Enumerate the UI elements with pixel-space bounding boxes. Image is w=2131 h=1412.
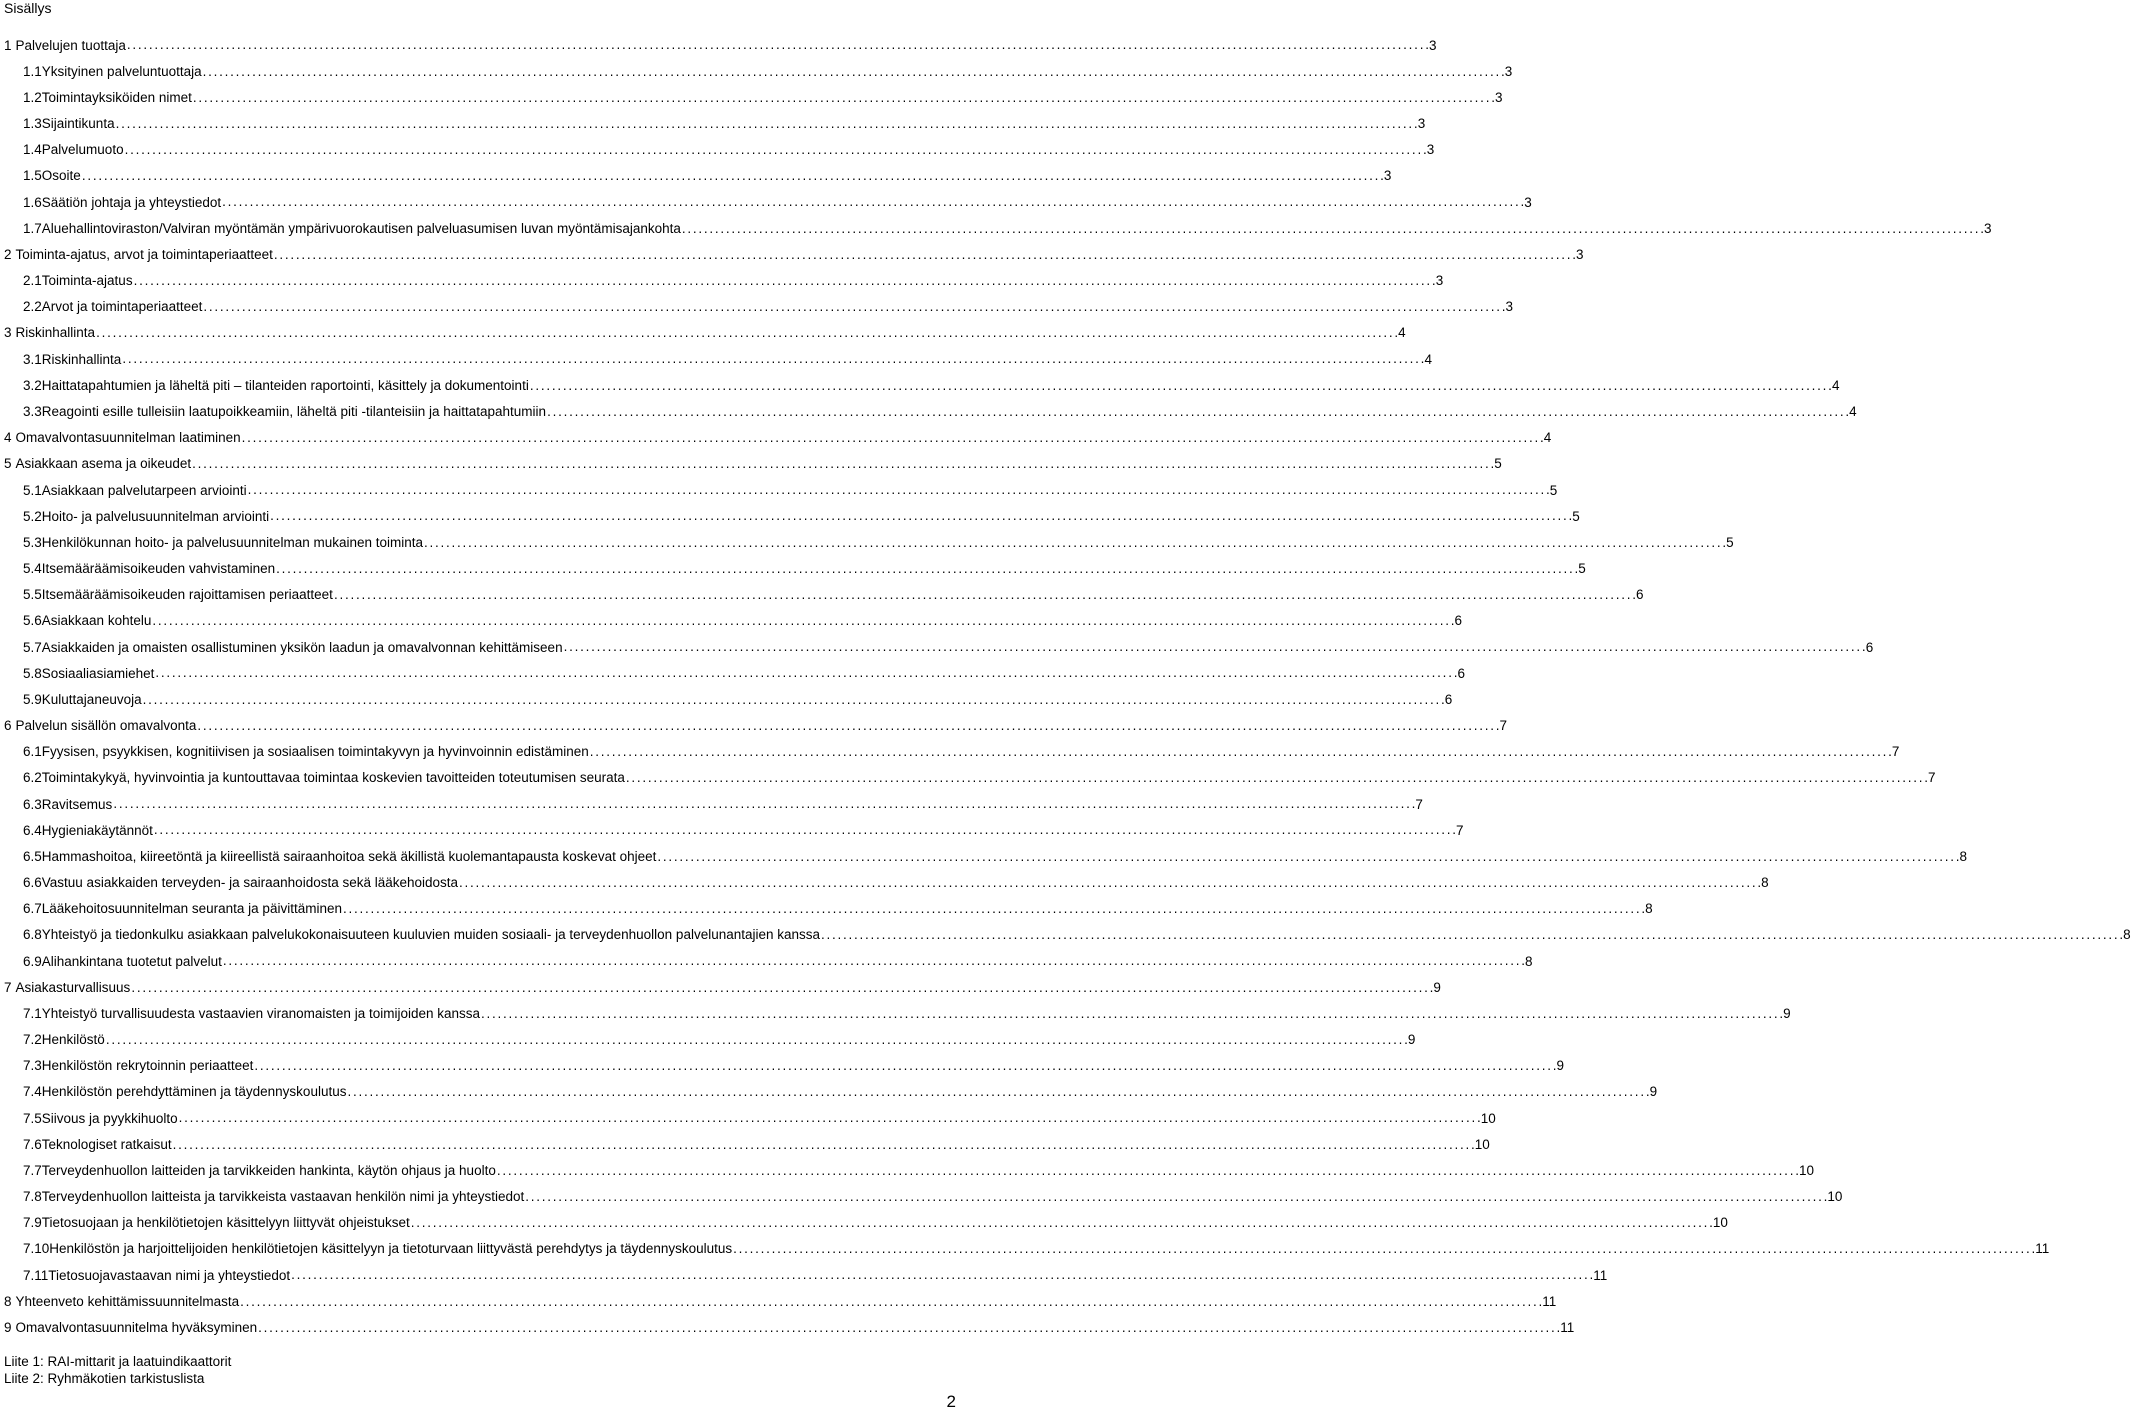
toc-entry-page: 6 [1636, 587, 1644, 603]
toc-entry-page: 5 [1549, 482, 1558, 498]
toc-entry-title: Hammashoitoa, kiireetöntä ja kiireellistä sairaanhoitoa sekä äkillistä kuolemantapausta koskevat ohjeet [41, 848, 657, 864]
toc-entry[interactable] [0, 1079, 1658, 1105]
toc-entry-title: Asiakasturvallisuus [15, 979, 131, 995]
toc-entry-title: Aluehallintoviraston/Valviran myöntämän ympärivuorokautisen palveluasumisen luvan myöntämisajankohta [41, 220, 681, 236]
toc-entry-number: 1.5 [23, 168, 42, 184]
toc-entry-number: 7.2 [23, 1032, 42, 1048]
toc-entry-page: 10 [1827, 1189, 1843, 1205]
toc-entry-number: 7.3 [23, 1058, 42, 1074]
toc-entry-number: 1.3 [23, 116, 42, 132]
toc-entry-number: 1.7 [23, 220, 42, 236]
toc-entry[interactable] [0, 1236, 2050, 1262]
toc-entry-number: 4 [4, 430, 12, 446]
toc-entry[interactable] [0, 294, 1513, 320]
toc-entry-title: Henkilöstön rekrytoinnin periaatteet [41, 1058, 254, 1074]
dot-leader [590, 744, 1891, 758]
toc-entry-number: 5.1 [23, 482, 42, 498]
toc-entry[interactable] [0, 1053, 1565, 1079]
toc-entry-title: Hygieniakäytännöt [41, 822, 153, 838]
toc-entry-page: 3 [1428, 37, 1437, 53]
toc-entry-number: 7.8 [23, 1189, 42, 1205]
dot-leader [155, 665, 1456, 679]
toc-entry[interactable] [0, 660, 1465, 686]
toc-entry-title: Toimintayksiköiden nimet [41, 89, 192, 105]
dot-leader [347, 1084, 1648, 1098]
toc-entry-page: 6 [1444, 691, 1453, 707]
dot-leader [113, 796, 1414, 810]
dot-leader [682, 221, 1983, 235]
toc-entry-title: Asiakkaan kohtelu [41, 613, 152, 629]
toc-entry-number: 5.4 [23, 561, 42, 577]
toc-entry-page: 3 [1426, 142, 1435, 158]
dot-leader [547, 404, 1848, 418]
toc-entry-page: 10 [1474, 1136, 1490, 1152]
toc-entry-title: Omavalvontasuunnitelma hyväksyminen [15, 1320, 258, 1335]
toc-entry-title: Teknologiset ratkaisut [41, 1136, 172, 1152]
toc-entry-page: 3 [1435, 273, 1444, 289]
dot-leader [525, 1189, 1826, 1203]
toc-entry-title: Toimintakykyä, hyvinvointia ja kuntouttavaa toimintaa koskevien tavoitteiden toteutumisen seurata [41, 770, 625, 786]
toc-entry[interactable] [0, 765, 1936, 791]
toc-entry-number: 6.7 [23, 901, 42, 917]
dot-leader [258, 1320, 1559, 1334]
toc-entry[interactable] [0, 398, 1857, 424]
toc-entry[interactable] [0, 1288, 1557, 1314]
dot-leader [127, 37, 1428, 51]
dot-leader [254, 1058, 1555, 1072]
dot-leader [106, 1032, 1407, 1046]
dot-leader [411, 1215, 1712, 1229]
toc-entry[interactable] [0, 241, 1584, 267]
toc-entry-title: Tietosuojavastaavan nimi ja yhteystiedot [48, 1267, 291, 1283]
toc-entry-page: 9 [1433, 979, 1441, 995]
toc-entry[interactable] [0, 1157, 1814, 1183]
dot-leader [134, 273, 1435, 287]
toc-entry[interactable] [0, 922, 2131, 948]
toc-entry[interactable] [0, 1184, 1843, 1210]
toc-entry-page: 9 [1783, 1005, 1791, 1021]
dot-leader [274, 247, 1575, 261]
toc-entry-title: Reagointi esille tulleisiin laatupoikkeamiin, läheltä piti -tilanteisiin ja haittatapahtumiin [41, 403, 547, 419]
toc-entry-title: Sosiaaliasiamiehet [41, 665, 155, 681]
dot-leader [179, 1110, 1480, 1124]
toc-entry-number: 7.9 [23, 1215, 42, 1231]
toc-entry-number: 1 [4, 37, 12, 53]
toc-entry-page: 3 [1504, 63, 1513, 79]
toc-entry-page: 4 [1543, 430, 1552, 446]
toc-entry-title: Vastuu asiakkaiden terveyden- ja sairaanhoidosta sekä lääkehoidosta [41, 875, 459, 891]
toc-entry[interactable] [0, 739, 1900, 765]
dot-leader [192, 456, 1493, 470]
toc-entry[interactable] [0, 1210, 1728, 1236]
dot-leader [203, 299, 1504, 313]
appendix-list [4, 1353, 231, 1387]
dot-leader [203, 64, 1504, 78]
toc-entry-title: Henkilökunnan hoito- ja palvelusuunnitelman mukainen toiminta [41, 534, 424, 550]
toc-entry-title: Kuluttajaneuvoja [41, 691, 142, 707]
dot-leader [223, 953, 1524, 967]
toc-entry-number: 3.2 [23, 377, 42, 393]
toc-entry[interactable] [0, 686, 1453, 712]
dot-leader [222, 194, 1523, 208]
toc-entry-title: Alihankintana tuotetut palvelut [41, 953, 222, 969]
toc-entry[interactable] [0, 634, 1874, 660]
dot-leader [116, 116, 1417, 130]
dot-leader [626, 770, 1927, 784]
toc-entry[interactable] [0, 974, 1441, 1000]
toc-entry-number: 6.9 [23, 953, 42, 969]
toc-entry-page: 11 [1542, 1293, 1557, 1309]
toc-entry-page: 5 [1726, 534, 1734, 550]
toc-entry[interactable] [0, 58, 1513, 84]
toc-entry-number: 7.10 [23, 1241, 50, 1257]
dot-leader [657, 849, 1958, 863]
toc-entry-title: Fyysisen, psyykkisen, kognitiivisen ja sosiaalisen toimintakyvyn ja hyvinvoinnin edistäminen [41, 744, 589, 760]
toc-entry-number: 6.5 [23, 848, 42, 864]
toc-entry-title: Arvot ja toimintaperiaatteet [41, 299, 203, 315]
toc-entry-number: 5.5 [23, 587, 42, 603]
table-of-contents [0, 32, 2131, 1341]
toc-entry[interactable] [0, 555, 1586, 581]
toc-entry-page: 9 [1649, 1084, 1658, 1100]
dot-leader [564, 639, 1865, 653]
toc-entry[interactable] [0, 320, 1406, 346]
dot-leader [154, 822, 1455, 836]
dot-leader [193, 90, 1494, 104]
toc-entry-title: Tietosuojaan ja henkilötietojen käsittelyyn liittyvät ohjeistukset [41, 1215, 410, 1231]
toc-entry[interactable] [0, 372, 1840, 398]
toc-entry[interactable] [0, 477, 1558, 503]
toc-entry-title: Osoite [41, 168, 81, 184]
toc-entry-number: 5.9 [23, 691, 42, 707]
toc-entry-number: 6.4 [23, 822, 42, 838]
toc-entry-page: 3 [1494, 89, 1503, 105]
appendix-item: Liite 2: Ryhmäkotien tarkistuslista [4, 1371, 205, 1386]
toc-entry[interactable] [0, 870, 1769, 896]
toc-entry[interactable] [0, 529, 1734, 555]
toc-entry-number: 1.6 [23, 194, 42, 210]
toc-entry-title: Säätiön johtaja ja yhteystiedot [41, 194, 222, 210]
toc-entry-page: 11 [2035, 1241, 2050, 1257]
toc-entry[interactable] [0, 32, 1437, 58]
toc-entry-number: 6.2 [23, 770, 42, 786]
toc-entry[interactable] [0, 817, 1464, 843]
toc-entry-page: 8 [2123, 927, 2131, 943]
toc-entry[interactable] [0, 84, 1503, 110]
toc-entry-page: 3 [1576, 246, 1584, 262]
toc-entry-number: 7.4 [23, 1084, 42, 1100]
toc-entry-number: 1.2 [23, 89, 42, 105]
dot-leader [821, 927, 2122, 941]
toc-entry-title: Asiakkaan palvelutarpeen arviointi [41, 482, 247, 498]
toc-entry-title: Henkilöstö [41, 1032, 105, 1048]
toc-entry-number: 5.8 [23, 665, 42, 681]
toc-entry-page: 3 [1983, 220, 1992, 236]
toc-entry[interactable] [0, 1131, 1490, 1157]
toc-entry-title: Lääkehoitosuunnitelman seuranta ja päivittäminen [41, 901, 342, 917]
toc-entry-page: 3 [1417, 116, 1426, 132]
toc-entry[interactable] [0, 503, 1580, 529]
toc-entry[interactable] [0, 791, 1423, 817]
toc-entry-title: Toiminta-ajatus, arvot ja toimintaperiaatteet [15, 246, 273, 262]
toc-entry[interactable] [0, 843, 1967, 869]
toc-entry[interactable] [0, 268, 1444, 294]
toc-entry-page: 10 [1712, 1215, 1728, 1231]
toc-entry-number: 8 [4, 1293, 12, 1309]
toc-entry-page: 5 [1572, 508, 1580, 524]
toc-entry-title: Terveydenhuollon laitteiden ja tarvikkeiden hankinta, käytön ohjaus ja huolto [41, 1162, 496, 1178]
toc-entry[interactable] [0, 896, 1653, 922]
toc-entry[interactable] [0, 582, 1644, 608]
toc-entry-page: 6 [1865, 639, 1874, 655]
dot-leader [242, 430, 1543, 444]
toc-entry-title: Yhteistyö turvallisuudesta vastaavien viranomaisten ja toimijoiden kanssa [41, 1005, 481, 1021]
toc-entry-title: Riskinhallinta [41, 351, 122, 367]
toc-entry[interactable] [0, 712, 1507, 738]
toc-entry-page: 4 [1849, 403, 1857, 419]
toc-entry-page: 8 [1645, 901, 1653, 917]
toc-entry[interactable] [0, 1314, 1575, 1340]
dot-leader [240, 1294, 1541, 1308]
dot-leader [481, 1006, 1782, 1020]
toc-entry-page: 8 [1525, 953, 1533, 969]
toc-entry-title: Yksityinen palveluntuottaja [41, 63, 202, 79]
toc-entry-title: Asiakkaiden ja omaisten osallistuminen yksikön laadun ja omavalvonnan kehittämiseen [41, 639, 563, 655]
toc-entry-page: 7 [1455, 822, 1464, 838]
appendix-item: Liite 1: RAI-mittarit ja laatuindikaattorit [4, 1354, 232, 1369]
dot-leader [291, 1267, 1592, 1281]
toc-entry-number: 1.1 [23, 63, 42, 79]
toc-entry[interactable] [0, 163, 1392, 189]
toc-entry-title: Ravitsemus [41, 796, 113, 812]
toc-entry[interactable] [0, 608, 1462, 634]
dot-leader [173, 1137, 1474, 1151]
toc-entry[interactable] [0, 451, 1502, 477]
dot-leader [343, 901, 1644, 915]
page-number: 2 [946, 1392, 956, 1411]
toc-entry-page: 10 [1480, 1110, 1496, 1126]
dot-leader [122, 351, 1423, 365]
toc-entry-number: 5.6 [23, 613, 42, 629]
toc-entry-page: 7 [1415, 796, 1423, 812]
toc-entry-title: Palvelun sisällön omavalvonta [15, 718, 197, 734]
dot-leader [530, 378, 1831, 392]
toc-entry-number: 6.1 [23, 744, 42, 760]
toc-entry-page: 6 [1457, 665, 1465, 681]
toc-entry-page: 10 [1798, 1162, 1814, 1178]
toc-entry-number: 5 [4, 456, 12, 472]
toc-entry-page: 8 [1959, 848, 1967, 864]
toc-entry-number: 7.5 [23, 1110, 42, 1126]
toc-entry-number: 2.2 [23, 299, 42, 315]
toc-entry[interactable] [0, 1262, 1608, 1288]
toc-entry-title: Toiminta-ajatus [41, 273, 133, 289]
toc-entry-number: 5.3 [23, 534, 42, 550]
toc-entry-title: Palvelumuoto [41, 142, 124, 158]
toc-entry-title: Henkilöstön ja harjoittelijoiden henkilötietojen käsittelyyn ja tietoturvaan liittyvästä perehdytys ja täydennyskoulutus [49, 1241, 733, 1257]
toc-entry-page: 3 [1524, 194, 1532, 210]
toc-entry-number: 3.3 [23, 403, 42, 419]
toc-entry[interactable] [0, 948, 1533, 974]
toc-entry-page: 7 [1499, 718, 1507, 734]
toc-entry-title: Asiakkaan asema ja oikeudet [15, 456, 192, 472]
toc-entry-page: 7 [1891, 744, 1900, 760]
toc-entry-page: 5 [1494, 456, 1502, 472]
toc-entry-number: 7.11 [23, 1267, 49, 1283]
toc-entry[interactable] [0, 189, 1532, 215]
dot-leader [96, 325, 1397, 339]
toc-entry-title: Palvelujen tuottaja [15, 37, 126, 53]
toc-entry-number: 9 [4, 1320, 12, 1335]
toc-entry[interactable] [0, 1027, 1416, 1053]
toc-entry-number: 5.7 [23, 639, 42, 655]
toc-entry-title: Siivous ja pyykkihuolto [41, 1110, 178, 1126]
toc-entry-title: Terveydenhuollon laitteista ja tarvikkeista vastaavan henkilön nimi ja yhteystiedot [41, 1189, 525, 1205]
toc-entry-title: Hoito- ja palvelusuunnitelman arviointi [41, 508, 270, 524]
toc-entry-title: Itsemääräämisoikeuden vahvistaminen [41, 561, 276, 577]
toc-entry-page: 9 [1407, 1032, 1416, 1048]
dot-leader [143, 692, 1444, 706]
dot-leader [497, 1163, 1798, 1177]
dot-leader [424, 535, 1725, 549]
toc-entry[interactable] [0, 111, 1426, 137]
toc-entry-page: 11 [1560, 1320, 1575, 1335]
toc-entry[interactable] [0, 425, 1552, 451]
toc-entry-title: Henkilöstön perehdyttäminen ja täydennyskoulutus [41, 1084, 347, 1100]
dot-leader [152, 613, 1453, 627]
dot-leader [82, 168, 1383, 182]
toc-entry-page: 3 [1383, 168, 1392, 184]
toc-entry[interactable] [0, 137, 1435, 163]
toc-entry-number: 7 [4, 979, 12, 995]
toc-entry-title: Sijaintikunta [41, 116, 115, 132]
toc-entry-page: 7 [1927, 770, 1936, 786]
toc-entry-number: 7.1 [23, 1005, 42, 1021]
toc-entry[interactable] [0, 1000, 1791, 1026]
toc-entry-number: 6.6 [23, 875, 42, 891]
dot-leader [459, 875, 1760, 889]
toc-entry-page: 4 [1424, 351, 1432, 367]
toc-entry-title: Riskinhallinta [15, 325, 96, 341]
dot-leader [733, 1241, 2034, 1255]
toc-heading: Sisällys [4, 0, 52, 16]
toc-entry-title: Haittatapahtumien ja läheltä piti – tilanteiden raportointi, käsittely ja dokumentointi [41, 377, 529, 393]
toc-entry-page: 5 [1578, 561, 1586, 577]
toc-entry-number: 6 [4, 718, 12, 734]
toc-entry-number: 7.6 [23, 1136, 42, 1152]
toc-entry-title: Itsemääräämisoikeuden rajoittamisen periaatteet [41, 587, 333, 603]
toc-entry-title: Yhteistyö ja tiedonkulku asiakkaan palvelukokonaisuuteen kuuluvien muiden sosiaali- ja terveydenhuollon palvelunantajien kanssa [41, 927, 821, 943]
dot-leader [334, 587, 1635, 601]
toc-entry-title: Omavalvontasuunnitelman laatiminen [15, 430, 241, 446]
toc-entry-number: 1.4 [23, 142, 42, 158]
dot-leader [248, 482, 1549, 496]
toc-entry-number: 3.1 [23, 351, 42, 367]
toc-entry-page: 4 [1398, 325, 1406, 341]
toc-entry-page: 9 [1556, 1058, 1565, 1074]
toc-entry-page: 8 [1761, 875, 1769, 891]
toc-entry-number: 2.1 [23, 273, 42, 289]
dot-leader [197, 718, 1498, 732]
dot-leader [125, 142, 1426, 156]
toc-entry[interactable] [0, 346, 1432, 372]
toc-entry-number: 6.8 [23, 927, 42, 943]
toc-entry-number: 5.2 [23, 508, 42, 524]
toc-entry-number: 7.7 [23, 1162, 42, 1178]
toc-entry-page: 11 [1593, 1267, 1608, 1283]
toc-entry-number: 2 [4, 246, 12, 262]
toc-entry[interactable] [0, 1105, 1496, 1131]
toc-entry-page: 6 [1454, 613, 1462, 629]
toc-entry-number: 3 [4, 325, 12, 341]
toc-entry-page: 4 [1831, 377, 1840, 393]
dot-leader [270, 508, 1571, 522]
toc-entry-title: Yhteenveto kehittämissuunnitelmasta [15, 1293, 240, 1309]
dot-leader [276, 561, 1577, 575]
toc-entry-page: 3 [1505, 299, 1513, 315]
toc-entry[interactable] [0, 215, 1992, 241]
dot-leader [131, 980, 1432, 994]
toc-entry-number: 6.3 [23, 796, 42, 812]
